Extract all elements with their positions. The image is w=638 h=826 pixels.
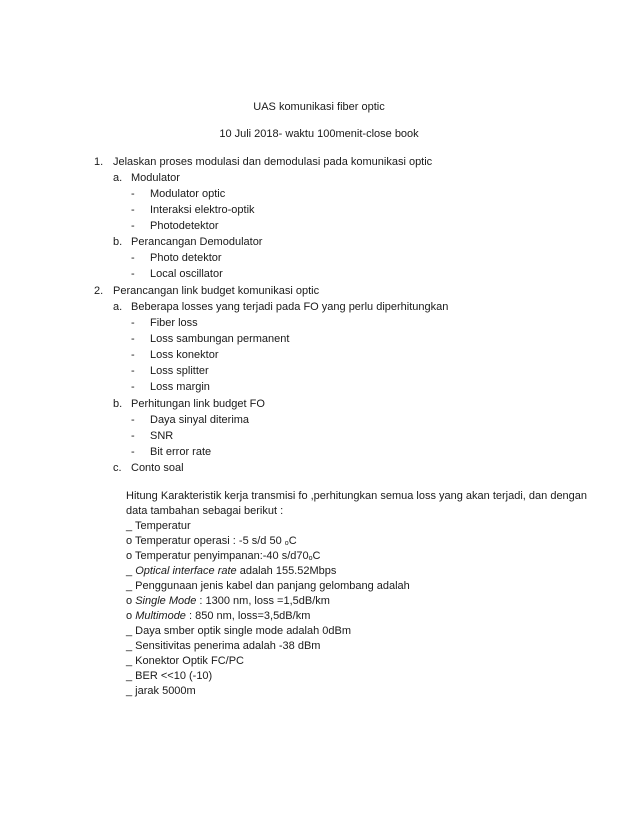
q1a-item: Modulator optic: [150, 188, 226, 200]
q2a-item: Loss konektor: [150, 349, 219, 361]
page-subtitle: 10 Juli 2018- waktu 100menit-close book: [219, 128, 419, 140]
bullet-dash: -: [131, 204, 135, 216]
problem-intro: Hitung Karakteristik kerja transmisi fo ,perhitungkan semua loss yang akan terjadi, dan dengan: [126, 490, 588, 502]
problem-line: _ Penggunaan jenis kabel dan panjang gelombang adalah: [126, 580, 410, 592]
problem-term: Single Mode: [135, 595, 197, 607]
q1a-item: Interaksi elektro-optik: [150, 204, 255, 216]
bullet-dash: -: [131, 268, 135, 280]
bullet-dash: -: [131, 381, 135, 393]
problem-text: _: [126, 565, 136, 577]
q2a-item: Loss sambungan permanent: [150, 333, 290, 345]
problem-line: _ BER <<10 (-10): [126, 670, 213, 682]
problem-text: o Temperatur operasi : -5 s/d 50: [126, 535, 285, 547]
problem-line: _ Sensitivitas penerima adalah -38 dBm: [126, 640, 321, 652]
problem-text: adalah 155.52Mbps: [236, 565, 337, 577]
problem-line: [126, 564, 336, 578]
q1b-text: Perancangan Demodulator: [131, 236, 263, 248]
degree-mark: o: [284, 540, 289, 547]
bullet-dash: -: [131, 414, 135, 426]
q2a-item: Loss splitter: [150, 365, 209, 377]
q2-text: Perancangan link budget komunikasi optic: [113, 285, 320, 297]
bullet-dash: -: [131, 365, 135, 377]
problem-line: [126, 594, 330, 608]
q2a-item: Fiber loss: [150, 317, 198, 329]
q2b-item: Bit error rate: [150, 446, 212, 458]
problem-line: _ Konektor Optik FC/PC: [126, 655, 244, 667]
q2a-text: Beberapa losses yang terjadi pada FO yang perlu diperhitungkan: [131, 301, 449, 313]
degree-mark: o: [308, 555, 313, 562]
problem-term: Multimode: [135, 610, 186, 622]
page-title: UAS komunikasi fiber optic: [253, 101, 385, 113]
problem-text: C: [288, 535, 297, 547]
problem-line: _ Daya smber optik single mode adalah 0dBm: [126, 625, 352, 637]
q1-text: Jelaskan proses modulasi dan demodulasi pada komunikasi optic: [113, 156, 433, 168]
q1b-item: Photo detektor: [150, 252, 222, 264]
problem-line: [126, 609, 310, 623]
problem-text: o Temperatur penyimpanan:-40 s/d70: [126, 550, 309, 562]
problem-term: Optical interface rate: [135, 565, 237, 577]
problem-text: o: [126, 610, 136, 622]
bullet-dash: -: [131, 430, 135, 442]
problem-line: _ jarak 5000m: [126, 685, 196, 697]
bullet-dash: -: [131, 446, 135, 458]
q1-number: 1.: [94, 156, 104, 168]
q2c-text: Conto soal: [131, 462, 184, 474]
bullet-dash: -: [131, 317, 135, 329]
q2-number: 2.: [94, 285, 104, 297]
q1a-text: Modulator: [131, 172, 180, 184]
q2c-label: c.: [113, 462, 122, 474]
bullet-dash: -: [131, 349, 135, 361]
q2b-item: Daya sinyal diterima: [150, 414, 250, 426]
bullet-dash: -: [131, 188, 135, 200]
problem-intro: data tambahan sebagai berikut :: [126, 505, 284, 517]
q2a-label: a.: [113, 301, 123, 313]
bullet-dash: -: [131, 333, 135, 345]
problem-text: : 1300 nm, loss =1,5dB/km: [196, 595, 330, 607]
q2a-item: Loss margin: [150, 381, 210, 393]
q2b-text: Perhitungan link budget FO: [131, 398, 265, 410]
q2b-item: SNR: [150, 430, 174, 442]
q2b-label: b.: [113, 398, 123, 410]
problem-text: C: [312, 550, 321, 562]
q1b-label: b.: [113, 236, 123, 248]
bullet-dash: -: [131, 252, 135, 264]
problem-text: : 850 nm, loss=3,5dB/km: [185, 610, 311, 622]
problem-line: _ Temperatur: [126, 520, 191, 532]
q1b-item: Local oscillator: [150, 268, 223, 280]
q1a-label: a.: [113, 172, 123, 184]
q1a-item: Photodetektor: [150, 220, 219, 232]
problem-text: o: [126, 595, 136, 607]
bullet-dash: -: [131, 220, 135, 232]
